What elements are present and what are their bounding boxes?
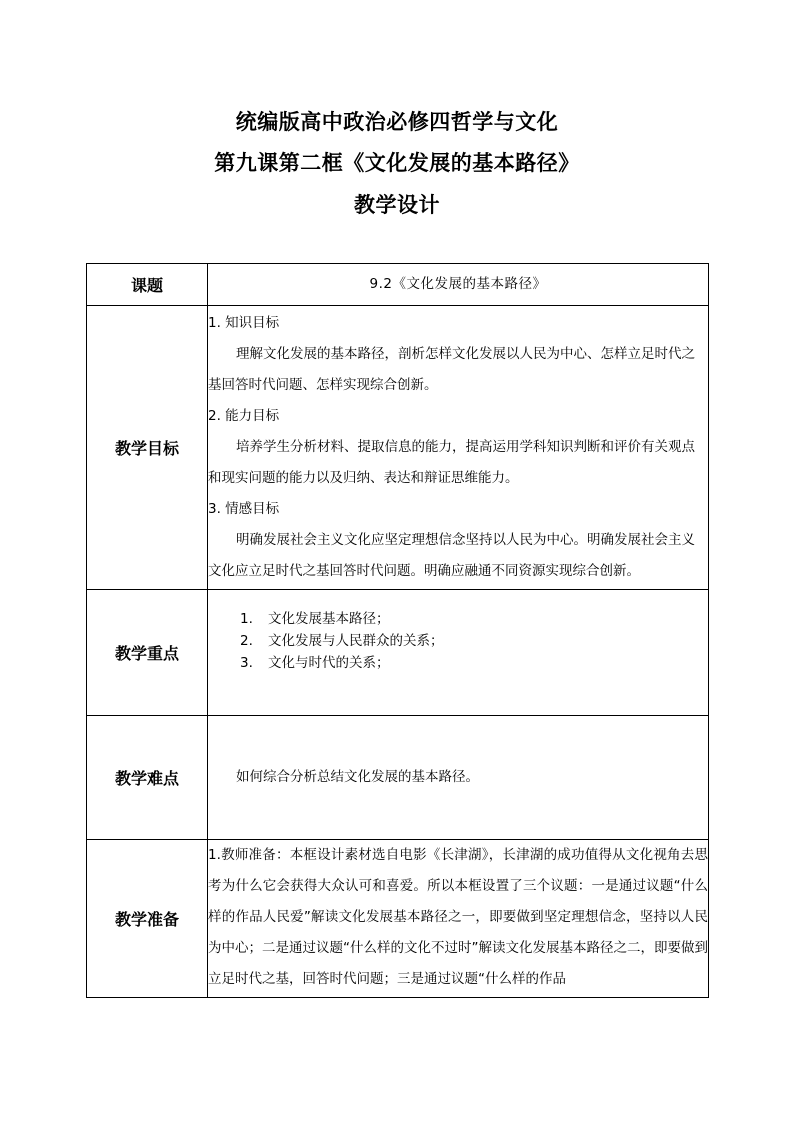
- objective-text: 培养学生分析材料、提取信息的能力，提高运用学科知识判断和评价有关观点和现实问题的能力以及归纳、表达和辩证思维能力。: [208, 439, 695, 486]
- lesson-plan-table: [86, 263, 709, 998]
- objectives-label: 教学目标: [87, 306, 208, 590]
- preparation-text: 1.教师准备：本框设计素材选自电影《长津湖》，长津湖的成功值得从文化视角去思考为什么它会获得大众认可和喜爱。所以本框设置了三个议题：一是通过议题“什么样的作品人民爱”解读文化发展基本路径之一，即要做到坚定理想信念，坚持以人民为中心；二是通过议题“什么样的文化不过时”解读文化发展基本路径之二，即要做到立足时代之基，回答时代问题；三是通过议题“什么样的作品: [208, 847, 708, 987]
- key-points-list: [208, 608, 708, 674]
- difficulties-content: [208, 716, 709, 840]
- objective-heading: 1. 知识目标: [208, 315, 280, 331]
- preparation-content: [208, 840, 709, 998]
- objective-heading: 3. 情感目标: [208, 501, 280, 517]
- topic-label: 课题: [87, 264, 208, 306]
- preparation-label: 教学准备: [87, 840, 208, 998]
- table-row-objectives: [87, 306, 709, 590]
- list-item: 1. 文化发展基本路径；: [240, 611, 390, 627]
- table-row-preparation: [87, 840, 709, 998]
- table-row-key-points: [87, 590, 709, 716]
- objective-text: 明确发展社会主义文化应坚定理想信念坚持以人民为中心。明确发展社会主义文化应立足时代之基回答时代问题。明确应融通不同资源实现综合创新。: [208, 532, 695, 579]
- list-item: 3. 文化与时代的关系；: [240, 655, 390, 671]
- doc-title-line2: 第九课第二框《文化发展的基本路径》: [214, 151, 580, 175]
- difficulties-text: 如何综合分析总结文化发展的基本路径。: [236, 769, 479, 785]
- objective-text: 理解文化发展的基本路径，剖析怎样文化发展以人民为中心、怎样立足时代之基回答时代问题、怎样实现综合创新。: [208, 346, 695, 393]
- objectives-content: [208, 306, 709, 590]
- objective-heading: 2. 能力目标: [208, 408, 280, 424]
- table-row-topic: [87, 264, 709, 306]
- topic-value: 9.2《文化发展的基本路径》: [208, 264, 709, 306]
- table-row-difficulties: [87, 716, 709, 840]
- difficulties-label: 教学难点: [87, 716, 208, 840]
- key-points-content: [208, 590, 709, 716]
- key-points-label: 教学重点: [87, 590, 208, 716]
- doc-title-line3: 教学设计: [354, 193, 440, 217]
- list-item: 2. 文化发展与人民群众的关系；: [240, 633, 444, 649]
- doc-title-line1: 统编版高中政治必修四哲学与文化: [235, 110, 559, 134]
